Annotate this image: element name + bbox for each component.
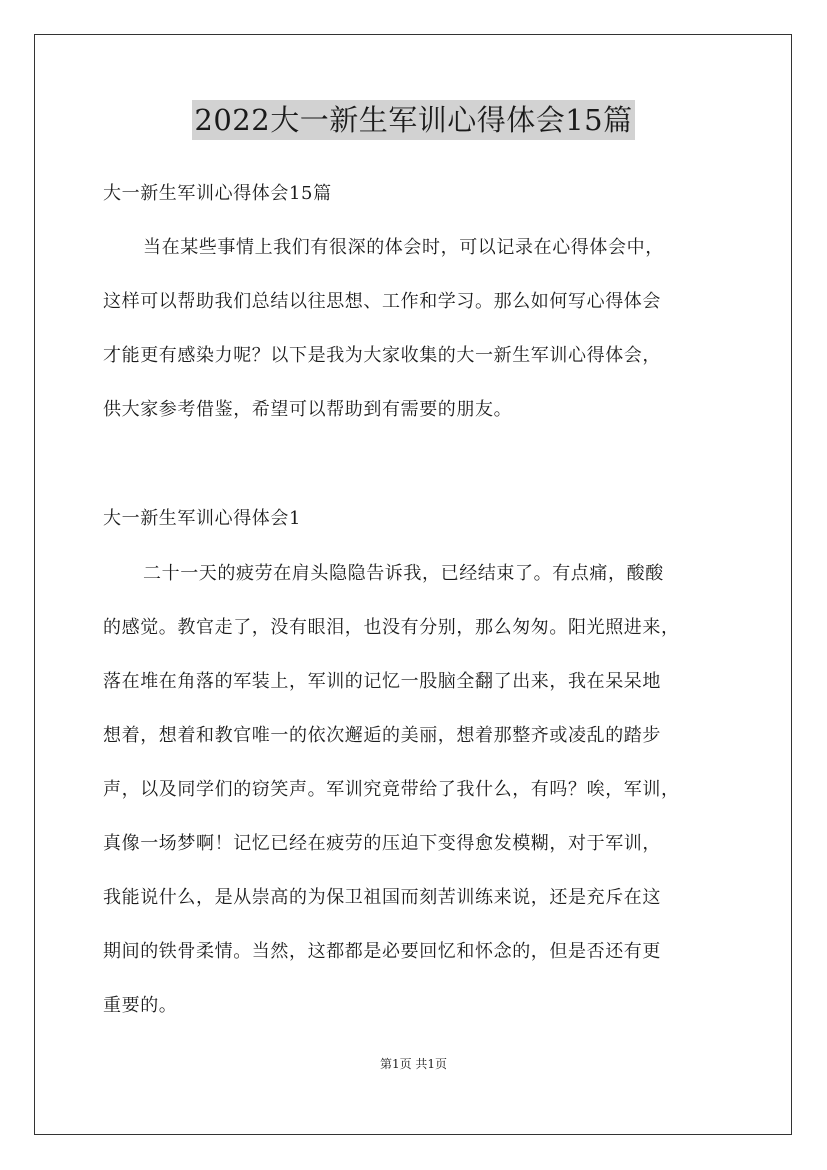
body-line: 声，以及同学们的窃笑声。军训究竟带给了我什么，有吗？唉，军训，: [103, 779, 680, 800]
section-heading: 大一新生军训心得体会1: [103, 508, 302, 529]
page-footer: 第1页 共1页: [379, 1057, 448, 1071]
body-line: 二十一天的疲劳在肩头隐隐告诉我，已经结束了。有点痛，酸酸: [143, 563, 664, 584]
intro-line: 才能更有感染力呢？以下是我为大家收集的大一新生军训心得体会，: [103, 345, 661, 366]
body-line: 落在堆在角落的军装上，军训的记忆一股脑全翻了出来，我在呆呆地: [103, 671, 661, 692]
title-wrap: [0, 100, 827, 140]
document-title: 2022大一新生军训心得体会15篇: [192, 100, 634, 140]
intro-line: 这样可以帮助我们总结以往思想、工作和学习。那么如何写心得体会: [103, 291, 661, 312]
body-line: 期间的铁骨柔情。当然，这都都是必要回忆和怀念的，但是否还有更: [103, 941, 661, 962]
body-line: 我能说什么，是从崇高的为保卫祖国而刻苦训练来说，还是充斥在这: [103, 887, 661, 908]
body-line: 真像一场梦啊！记忆已经在疲劳的压迫下变得愈发模糊，对于军训，: [103, 833, 661, 854]
intro-line: 供大家参考借鉴，希望可以帮助到有需要的朋友。: [103, 399, 513, 420]
subtitle: 大一新生军训心得体会15篇: [103, 183, 332, 204]
body-line: 想着，想着和教官唯一的依次邂逅的美丽，想着那整齐或凌乱的踏步: [103, 725, 661, 746]
body-line: 的感觉。教官走了，没有眼泪，也没有分别，那么匆匆。阳光照进来，: [103, 617, 680, 638]
intro-line: 当在某些事情上我们有很深的体会时，可以记录在心得体会中，: [143, 237, 664, 258]
body-line: 重要的。: [103, 995, 178, 1016]
